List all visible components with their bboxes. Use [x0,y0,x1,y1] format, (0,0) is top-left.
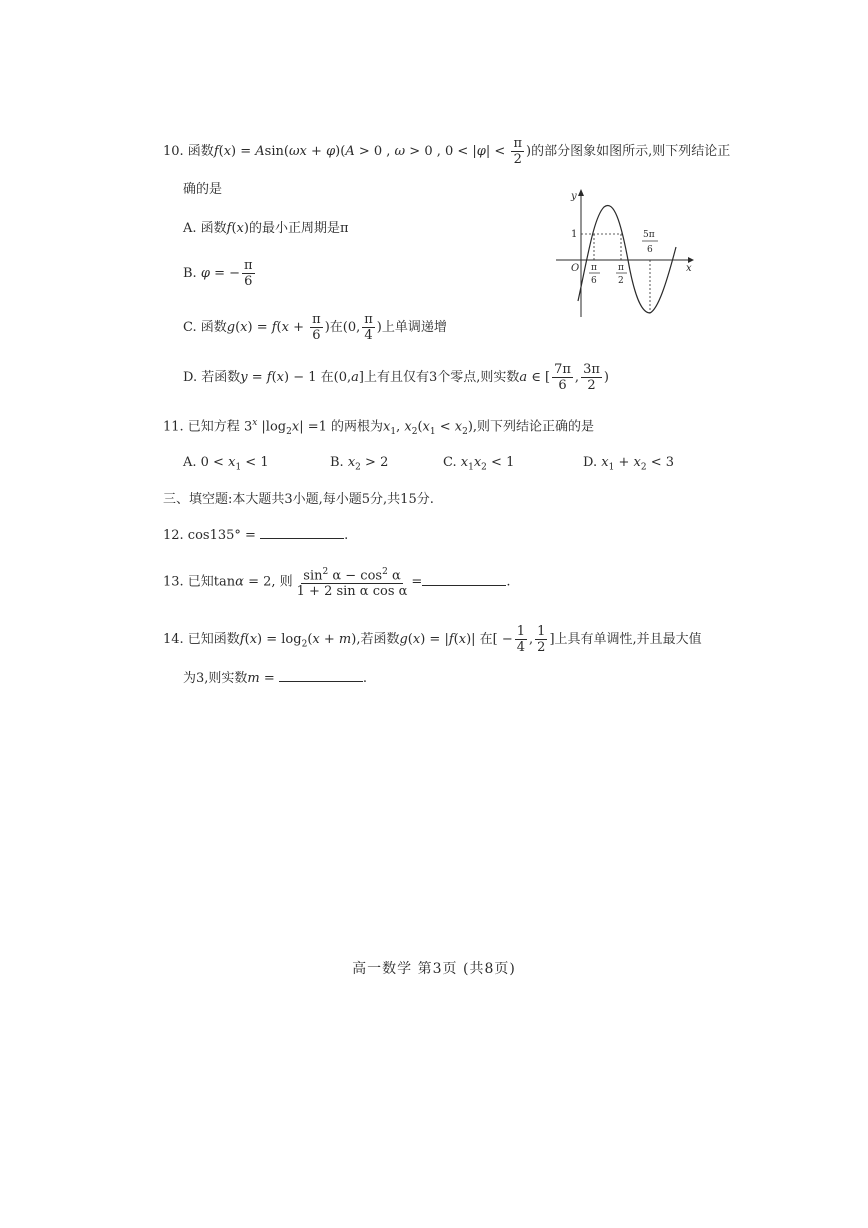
section-heading: 三、填空题:本大题共3小题,每小题5分,共15分. [163,492,434,507]
q11-option-b: B. $x_2 > 2$ [330,455,389,473]
q11-option-d: D. $x_1 + x_2 < 3$ [583,455,674,473]
fraction: $\frac{7\pi}{6}$ [554,362,571,393]
answer-blank [260,538,344,539]
y-axis-arrow [578,189,584,196]
origin-label: O [571,263,580,274]
x-tick-label-pi-2-den: 2 [618,276,624,286]
q10-option-d: D. 若函数y = f(x) − 1 在(0,a]上有且仅有3个零点,则实数a ∈ [ $\frac{7\pi}{6}$ , $\frac{3\pi}{2}$ ) [183,362,609,393]
q14-stem-line2: 为3,则实数m = . [183,671,368,686]
fraction: $\frac{3\pi}{2}$ [583,362,600,393]
page-footer: 高一数学 第3页 (共8页) [352,961,516,977]
fraction: $\frac{\pi}{4}$ [364,312,373,343]
q11-option-a: A. $0 < x_1 < 1$ [183,455,269,473]
q10-stem: 10. 函数f(x) = Asin(ωx + φ)(A > 0 , ω > 0 , 0 < |φ| < $\frac{\pi}{2}$ )的部分图象如图所示,则下列结论正 [163,136,731,167]
x-tick-label-5pi-6-num: 5π [643,230,655,240]
fraction: $\frac{1}{4}$ [516,624,526,655]
q10-stem-line2: 确的是 [183,182,223,197]
x-tick-label-pi-6-den: 6 [591,276,597,286]
sine-graph-figure [552,185,702,325]
q13: 13. 已知tanα = 2, 则 $\frac{\sin^2 \alpha - \cos^2 \alpha}{\text{1 + 2 sin α cos α}}$ = . [163,567,511,600]
x-tick-label-pi-2-num: π [618,263,624,273]
answer-blank [279,681,363,682]
fraction: $\frac{\pi}{6}$ [312,312,321,343]
fraction: $\frac{\pi}{2}$ [513,136,522,167]
q14-stem: 14. 已知函数$f(x) = \log_2(x + m)$,若函数g(x) = |f(x)| 在[ − $\frac{1}{4}$ , $\frac{1}{2}$ ]上具有单调性,并且最大值 [163,624,702,655]
q10-option-a: A. 函数f(x)的最小正周期是π [183,221,349,236]
x-tick-label-pi-6-num: π [591,263,597,273]
x-tick-label-5pi-6-den: 6 [647,245,653,255]
q12: 12. cos135° = . [163,528,349,543]
x-axis-label: x [686,263,692,274]
q11-option-c: C. $x_1x_2 < 1$ [443,455,515,473]
fraction: $\frac{\sin^2 \alpha - \cos^2 \alpha}{\text{1 + 2 sin α cos α}}$ [296,567,408,600]
sine-curve [578,205,676,313]
y-axis-label: y [571,191,577,202]
q10-option-b: B. φ = − $\frac{\pi}{6}$ [183,258,253,289]
q10-option-c: C. 函数g(x) = f(x + $\frac{\pi}{6}$ )在(0, $\frac{\pi}{4}$ )上单调递增 [183,312,447,343]
y-tick-label-1: 1 [571,229,578,240]
fraction: $\frac{1}{2}$ [537,624,546,655]
answer-blank [422,585,506,586]
q11-stem: 11. 已知方程 3$^x$ $|\log_2x| =1$ 的两根为$x_1$, $x_2(x_1 < x_2)$,则下列结论正确的是 [163,418,595,437]
fraction: $\frac{\pi}{6}$ [244,258,253,289]
